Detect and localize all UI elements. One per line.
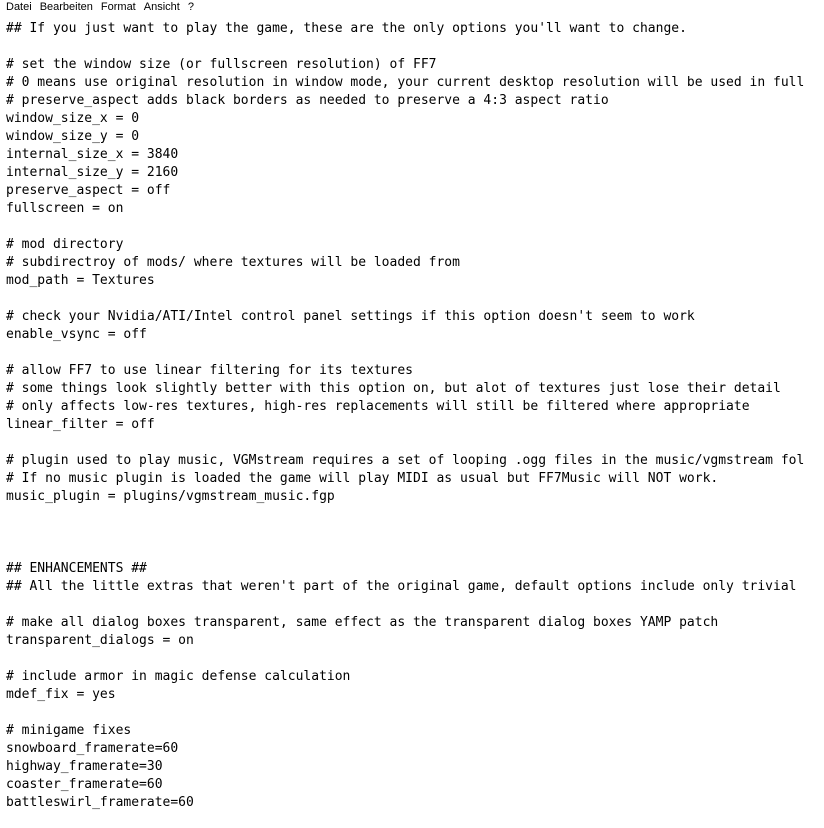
text-line: ## If you just want to play the game, these are the only options you'll want to change. [6,21,687,36]
text-line [6,704,804,722]
text-line: # include armor in magic defense calculation [6,669,351,684]
text-line [6,38,804,56]
text-line: # only affects low-res textures, high-res replacements will still be filtered where appropriate [6,399,750,414]
text-line: linear_filter = off [6,417,155,432]
text-line: internal_size_y = 2160 [6,165,179,180]
text-line [6,596,804,614]
text-line: # If no music plugin is loaded the game will play MIDI as usual but FF7Music will NOT work. [6,471,719,486]
menu-help[interactable]: ? [187,1,194,13]
text-line: fullscreen = on [6,201,124,216]
text-line: # mod directory [6,237,124,252]
menu-bar [0,0,824,14]
text-line [6,506,804,524]
text-line [6,344,804,362]
text-editor-area[interactable] [0,14,824,828]
text-line: mod_path = Textures [6,273,155,288]
text-line: # make all dialog boxes transparent, same effect as the transparent dialog boxes YAMP patch [6,615,719,630]
text-line: # plugin used to play music, VGMstream requires a set of looping .ogg files in the music/vgmstream fol [6,453,805,468]
text-line [6,218,804,236]
menu-datei[interactable]: Datei [6,1,32,13]
menu-format[interactable]: Format [100,1,136,13]
text-line: # 0 means use original resolution in window mode, your current desktop resolution will be used in full [6,75,805,90]
text-line: # preserve_aspect adds black borders as needed to preserve a 4:3 aspect ratio [6,93,609,108]
text-line [6,290,804,308]
text-line: snowboard_framerate=60 [6,741,179,756]
text-line: window_size_x = 0 [6,111,140,126]
menu-ansicht[interactable]: Ansicht [143,1,180,13]
text-line [6,650,804,668]
text-line: ## All the little extras that weren't part of the original game, default options include only trivial [6,579,797,594]
text-line [6,524,804,542]
text-line: # minigame fixes [6,723,132,738]
text-line: ## ENHANCEMENTS ## [6,561,147,576]
text-line: enable_vsync = off [6,327,147,342]
text-line: window_size_y = 0 [6,129,140,144]
text-line [6,434,804,452]
text-line: # allow FF7 to use linear filtering for its textures [6,363,413,378]
menu-bearbeiten[interactable]: Bearbeiten [39,1,93,13]
text-line: # check your Nvidia/ATI/Intel control panel settings if this option doesn't seem to work [6,309,695,324]
text-line: # some things look slightly better with this option on, but alot of textures just lose their detail [6,381,781,396]
text-line: battleswirl_framerate=60 [6,795,194,810]
text-line: transparent_dialogs = on [6,633,194,648]
text-line: internal_size_x = 3840 [6,147,179,162]
text-line: highway_framerate=30 [6,759,163,774]
text-line: mdef_fix = yes [6,687,116,702]
text-line: preserve_aspect = off [6,183,171,198]
text-content [6,20,804,812]
text-line: music_plugin = plugins/vgmstream_music.fgp [6,489,335,504]
text-line: # set the window size (or fullscreen resolution) of FF7 [6,57,437,72]
text-line: coaster_framerate=60 [6,777,163,792]
text-line: # subdirectroy of mods/ where textures will be loaded from [6,255,460,270]
text-line [6,542,804,560]
